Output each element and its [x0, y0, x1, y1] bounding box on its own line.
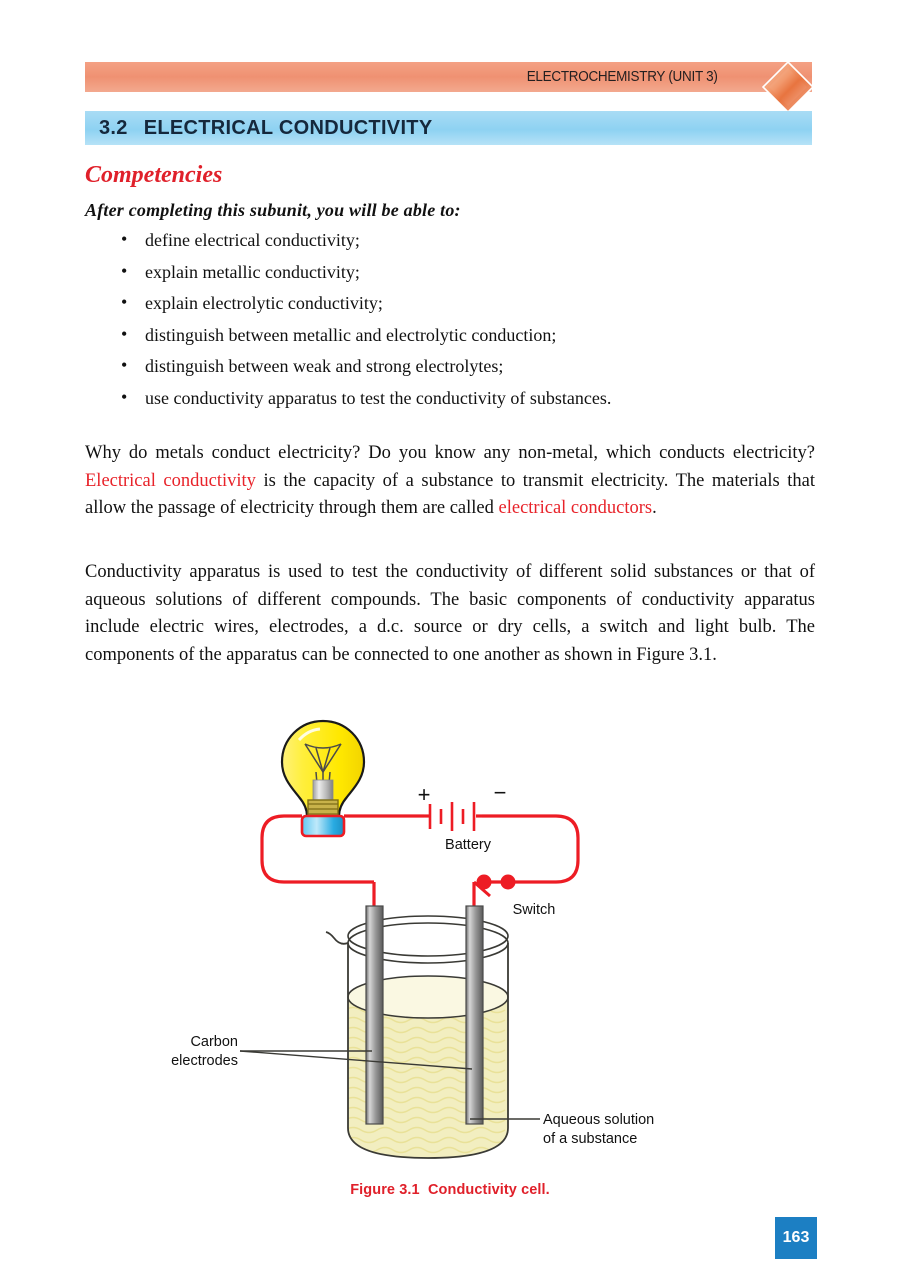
- section-title-text: ELECTRICAL CONDUCTIVITY: [143, 116, 433, 139]
- paragraph-text: Why do metals conduct electricity? Do you know any non-metal, which conducts electricity?: [85, 443, 815, 463]
- figure-caption-text: Conductivity cell.: [427, 1182, 550, 1198]
- body-paragraph-1: [85, 440, 815, 523]
- paragraph-text: is the capacity of a substance to transmit electricity. The materials that allow the passage of electricity through them are called: [85, 470, 815, 519]
- section-number: 3.2: [99, 116, 128, 139]
- battery-minus-label: −: [493, 780, 507, 805]
- list-item: [115, 386, 815, 421]
- section-title: [99, 111, 432, 145]
- carbon-electrode-left: [366, 906, 383, 1124]
- list-item: [115, 260, 815, 295]
- list-item-text: define electrical conductivity;: [145, 230, 360, 250]
- running-head-title: ELECTROCHEMISTRY (UNIT 3): [526, 69, 718, 85]
- electrode-lead-wires: [374, 882, 474, 906]
- conductivity-cell-diagram: [0, 700, 900, 1200]
- list-item-text: use conductivity apparatus to test the conductivity of substances.: [145, 387, 612, 408]
- competencies-heading: Competencies: [85, 162, 223, 188]
- section-header-bar: [85, 111, 812, 145]
- light-bulb-icon: [282, 721, 364, 836]
- list-item-text: distinguish between metallic and electrolytic conduction;: [145, 324, 557, 345]
- bullet-icon: •: [121, 323, 128, 344]
- figure-caption: [0, 1182, 900, 1198]
- battery-label: Battery: [445, 837, 491, 853]
- carbon-electrodes-label-line1: Carbon: [190, 1034, 238, 1050]
- list-item: [115, 357, 815, 389]
- list-item-text: explain metallic conductivity;: [145, 261, 360, 282]
- switch-label: Switch: [512, 902, 556, 918]
- bullet-icon: •: [121, 355, 128, 375]
- diamond-ornament-icon: [761, 60, 815, 114]
- list-item: [115, 323, 815, 358]
- body-paragraph-2: Conductivity apparatus is used to test the conductivity of different solid substances or that of aqueous solutions of different compounds. The basic components of conductivity apparatus include electric wires, electrodes, a d.c. source or dry cells, a switch and light bulb. The components of the apparatus can be connected to one another as shown in Figure 3.1.: [85, 562, 815, 665]
- carbon-electrode-right: [466, 906, 483, 1124]
- page-number-badge: 163: [775, 1217, 817, 1259]
- highlight-term: Electrical conductivity: [85, 470, 256, 491]
- figure-caption-label: Figure 3.1: [350, 1182, 420, 1198]
- bullet-icon: •: [121, 260, 128, 281]
- highlight-term: electrical conductors: [498, 498, 653, 519]
- competencies-list: [115, 231, 815, 420]
- paragraph-text: .: [652, 498, 657, 519]
- bullet-icon: •: [121, 292, 128, 312]
- list-item: [115, 294, 815, 326]
- solution-label-line2: of a substance: [543, 1131, 638, 1147]
- battery-plus-label: +: [417, 782, 431, 807]
- beaker-spout: [326, 932, 348, 944]
- list-item-text: distinguish between weak and strong electrolytes;: [145, 356, 504, 376]
- solution-label-line1: Aqueous solution: [543, 1112, 655, 1128]
- running-head: [85, 62, 812, 92]
- list-item: [115, 231, 815, 263]
- bullet-icon: •: [121, 229, 128, 249]
- carbon-electrodes-label-line2: electrodes: [171, 1053, 238, 1069]
- switch-symbol: [462, 875, 516, 897]
- figure-conductivity-cell: [0, 700, 900, 1200]
- competencies-intro: After completing this subunit, you will be able to:: [85, 200, 461, 220]
- list-item-text: explain electrolytic conductivity;: [145, 293, 383, 313]
- bullet-icon: •: [121, 386, 128, 407]
